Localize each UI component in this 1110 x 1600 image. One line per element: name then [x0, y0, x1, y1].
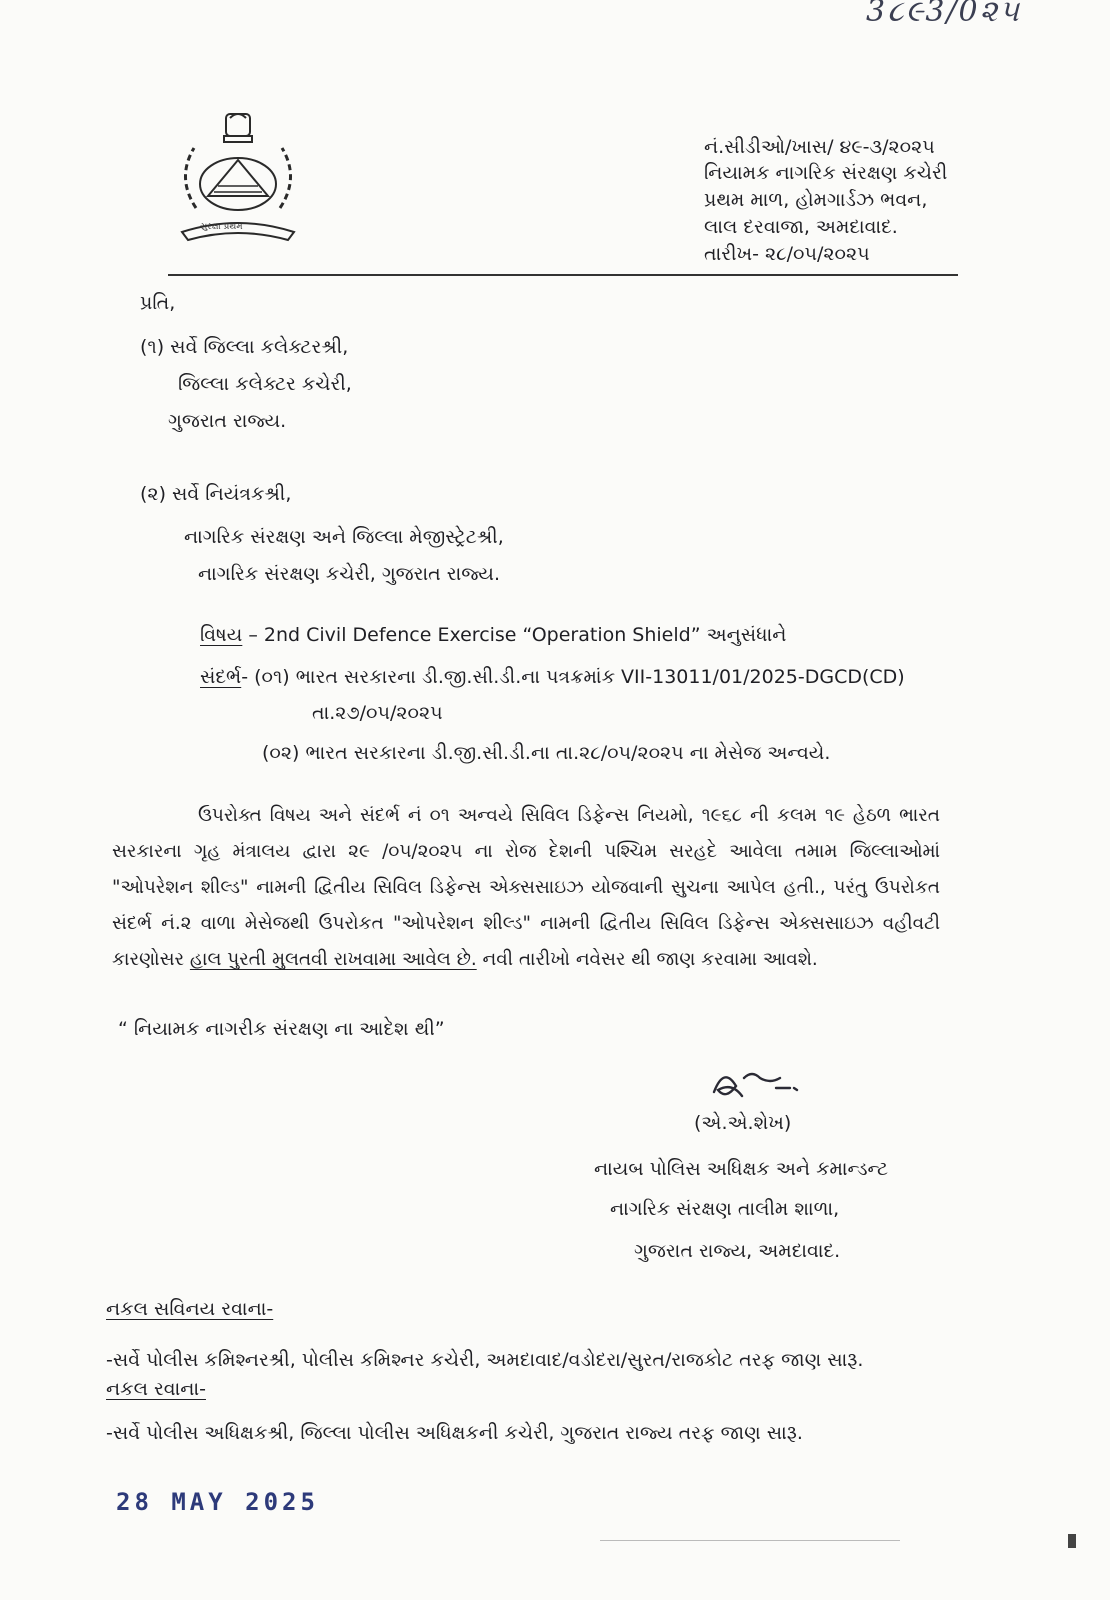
subject-label: વિષય: [200, 624, 243, 646]
signatory-designation: નાયબ પોલિસ અધિક્ષક અને કમાન્ડન્ટ: [594, 1158, 889, 1180]
reference-1-text: - (૦૧) ભારત સરકારના ડી.જી.સી.ડી.ના પત્રક્રમાંક VII-13011/01/2025-DGCD(CD): [241, 666, 905, 688]
received-date-stamp: 28 MAY 2025: [116, 1488, 319, 1516]
body-part-1: ઉપરોક્ત વિષય અને સંદર્ભ નં ૦૧ અન્વયે સિવિલ ડિફેન્સ નિયમો, ૧૯૬૮ ની કલમ ૧૯ હેઠળ ભારત સરકારના ગૃહ મંત્રાલય દ્વારા ૨૯ /૦૫/૨૦૨૫ ના રોજ દેશની પશ્ચિમ સરહદે આવેલા તમામ જિલ્લાઓમાં "ઓપરેશન શીલ્ડ" નામની દ્વિતીય સિવિલ ડિફેન્સ એક્સસાઇઝ યોજવાની સુચના આપેલ હતી., પરંતુ ઉપરોકત સંદર્ભ નં.૨ વાળા મેસેજથી ઉપરોકત "ઓપરેશન શીલ્ડ" નામની દ્વિતીય સિવિલ ડિફેન્સ એક્સસાઇઝ વહીવટી કારણોસર: [112, 805, 940, 970]
scan-edge-mark: [600, 1540, 900, 1541]
signatory-place: ગુજરાત રાજ્ય, અમદાવાદ.: [634, 1240, 841, 1262]
signatory-name: (એ.એ.શેખ): [694, 1112, 792, 1134]
handwritten-signature: [706, 1058, 806, 1108]
scan-corner-mark: [1068, 1534, 1076, 1548]
office-name: નિયામક નાગરિક સંરક્ષણ કચેરી: [704, 162, 948, 184]
copy-line-1: -સર્વે પોલીસ કમિશ્નરશ્રી, પોલીસ કમિશ્નર કચેરી, અમદાવાદ/વડોદરા/સુરત/રાજકોટ તરફ જાણ સારૂ.: [106, 1349, 864, 1371]
reference-line-1: [200, 666, 905, 689]
office-floor: પ્રથમ માળ, હોમગાર્ડઝ ભવન,: [704, 189, 928, 211]
header-divider: [168, 274, 958, 276]
reference-1-date: તા.૨૭/૦૫/૨૦૨૫: [312, 702, 443, 724]
office-city: લાલ દરવાજા, અમદાવાદ.: [704, 216, 898, 238]
addressee-2-line-1: (૨) સર્વે નિયંત્રકશ્રી,: [140, 483, 292, 505]
subject-text: – 2nd Civil Defence Exercise “Operation Shield” અનુસંધાને: [242, 624, 787, 646]
order-line: “ નિયામક નાગરીક સંરક્ષણ ના આદેશ થી”: [118, 1018, 445, 1040]
handwritten-inward-number: 3૮૯3/0૨૫: [866, 0, 1021, 29]
addressee-1-line-2: જિલ્લા કલેક્ટર કચેરી,: [178, 373, 352, 395]
subject-line: [200, 624, 786, 647]
reference-number: નં.સીડીઓ/ખાસ/ ૪૯-૩/૨૦૨૫: [704, 136, 935, 158]
addressee-1-line-3: ગુજરાત રાજ્ય.: [168, 410, 287, 432]
postponement-emphasis: હાલ પુરતી મુલતવી રાખવામા આવેલ છે.: [189, 949, 477, 970]
reference-label: સંદર્ભ: [200, 666, 242, 688]
copy-line-2: -સર્વે પોલીસ અધિક્ષકશ્રી, જિલ્લા પોલીસ અધિક્ષકની કચેરી, ગુજરાત રાજ્ય તરફ જાણ સારૂ.: [106, 1422, 803, 1444]
addressee-2-line-2: નાગરિક સંરક્ષણ અને જિલ્લા મેજીસ્ટ્રેટશ્રી,: [184, 526, 504, 548]
addressee-2-line-3: નાગરિક સંરક્ષણ કચેરી, ગુજરાત રાજ્ય.: [198, 563, 501, 585]
addressee-1-line-1: (૧) સર્વે જિલ્લા કલેક્ટરશ્રી,: [140, 336, 349, 358]
body-part-2: નવી તારીખો નવેસર થી જાણ કરવામા આવશે.: [476, 949, 818, 970]
body-paragraph: [112, 798, 940, 978]
to-label: પ્રતિ,: [140, 292, 176, 314]
copy-label-1: નકલ સવિનય રવાના-: [106, 1298, 274, 1320]
reference-2-text: (૦૨) ભારત સરકારના ડી.જી.સી.ડી.ના તા.૨૮/૦૫/૨૦૨૫ ના મેસેજ અન્વયે.: [262, 742, 831, 764]
letter-date: તારીખ- ૨૮/૦૫/૨૦૨૫: [704, 243, 870, 265]
signatory-office: નાગરિક સંરક્ષણ તાલીમ શાળા,: [610, 1198, 840, 1220]
copy-label-2: નકલ રવાના-: [106, 1378, 206, 1400]
emblem-motto: સુરક્ષા પ્રથમ: [200, 222, 243, 232]
